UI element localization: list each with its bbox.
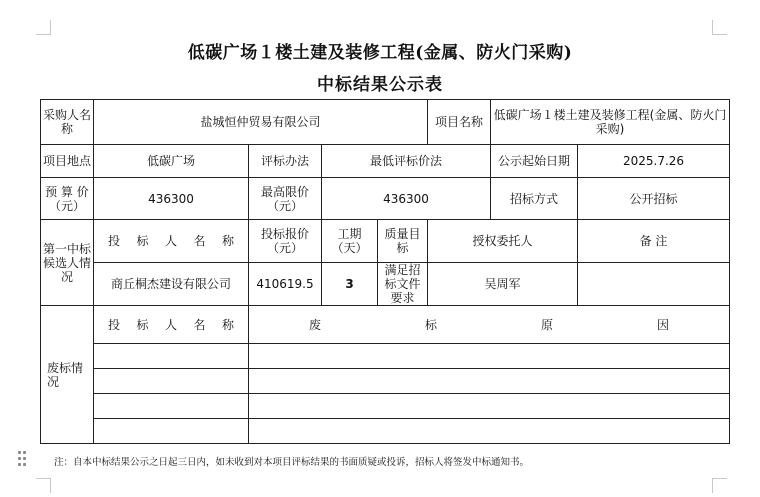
- invalid-bidder-header: 投 标 人 名 称: [94, 306, 249, 344]
- project-value: 低碳广场１楼土建及装修工程(金属、防火门采购): [491, 100, 730, 145]
- project-label: 项目名称: [428, 100, 491, 145]
- crop-mark-top-right: [712, 20, 727, 35]
- invalid-bidder-cell: [94, 419, 249, 444]
- invalid-bidder-cell: [94, 369, 249, 394]
- buyer-value: 盐城恒仲贸易有限公司: [94, 100, 428, 145]
- candidate-agent: 吴周军: [428, 263, 578, 306]
- table-row: [41, 178, 730, 220]
- candidate-period-header: 工期（天）: [322, 220, 378, 263]
- candidate-agent-header: 授权委托人: [428, 220, 578, 263]
- start-date-value: 2025.7.26: [578, 145, 730, 178]
- candidate-price-header: 投标报价（元）: [249, 220, 322, 263]
- result-table: [40, 99, 730, 444]
- document-subtitle: 中标结果公示表: [317, 75, 443, 95]
- crop-mark-top-left: [36, 20, 51, 35]
- invalid-reason-cell: [249, 394, 730, 419]
- method-value: 最低评标价法: [322, 145, 491, 178]
- candidate-section-label: 第一中标候选人情况: [41, 220, 94, 306]
- candidate-bidder-header: 投 标 人 名 称: [94, 220, 249, 263]
- crop-mark-bottom-right: [712, 478, 727, 493]
- table-row: [41, 263, 730, 306]
- table-row: [41, 306, 730, 344]
- table-row: [41, 369, 730, 394]
- table-row: [41, 394, 730, 419]
- footnote: 注：自本中标结果公示之日起三日内，如未收到对本项目评标结果的书面质疑或投诉，招标人将签发中标通知书。: [54, 457, 530, 468]
- budget-label: 预 算 价（元）: [41, 178, 94, 220]
- drag-handle-icon[interactable]: [18, 451, 26, 467]
- location-value: 低碳广场: [94, 145, 249, 178]
- candidate-price: 410619.5: [249, 263, 322, 306]
- candidate-remark: [578, 263, 730, 306]
- candidate-quality-header: 质量目标: [378, 220, 428, 263]
- tender-mode-label: 招标方式: [491, 178, 578, 220]
- crop-mark-bottom-left: [36, 478, 51, 493]
- table-row: [41, 419, 730, 444]
- invalid-bidder-cell: [94, 394, 249, 419]
- location-label: 项目地点: [41, 145, 94, 178]
- start-date-label: 公示起始日期: [491, 145, 578, 178]
- candidate-period: 3: [322, 263, 378, 306]
- table-row: [41, 344, 730, 369]
- price-cap-label: 最高限价（元）: [249, 178, 322, 220]
- candidate-bidder: 商丘桐杰建设有限公司: [94, 263, 249, 306]
- invalid-reason-cell: [249, 344, 730, 369]
- invalid-reason-header: 废 标 原 因: [249, 306, 730, 344]
- method-label: 评标办法: [249, 145, 322, 178]
- invalid-bidder-cell: [94, 344, 249, 369]
- tender-mode-value: 公开招标: [578, 178, 730, 220]
- invalid-reason-cell: [249, 369, 730, 394]
- table-row: [41, 100, 730, 145]
- table-row: [41, 220, 730, 263]
- table-row: [41, 145, 730, 178]
- price-cap-value: 436300: [322, 178, 491, 220]
- document-title: 低碳广场１楼土建及装修工程(金属、防火门采购): [187, 43, 573, 63]
- candidate-remark-header: 备 注: [578, 220, 730, 263]
- budget-value: 436300: [94, 178, 249, 220]
- candidate-quality: 满足招标文件要求: [378, 263, 428, 306]
- invalid-section-label: 废标情况: [41, 306, 94, 444]
- invalid-reason-cell: [249, 419, 730, 444]
- buyer-label: 采购人名称: [41, 100, 94, 145]
